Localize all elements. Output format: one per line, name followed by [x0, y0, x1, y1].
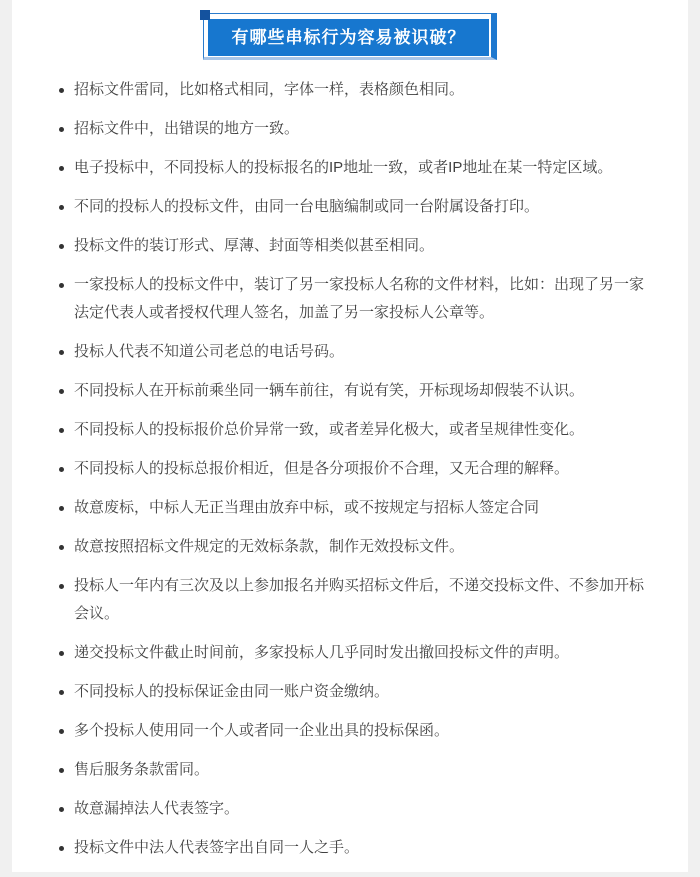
list-item: [57, 756, 658, 784]
list-item-text: 招标文件雷同，比如格式相同，字体一样，表格颜色相同。: [74, 81, 465, 98]
list-item-text: 招标文件中，出错误的地方一致。: [74, 120, 300, 137]
section-title-banner: [203, 0, 497, 60]
list-item-text: 一家投标人的投标文件中，装订了另一家投标人名称的文件材料，比如：出现了另一家法定代表人或者授权代理人签名，加盖了另一家投标人公章等。: [74, 276, 645, 321]
list-item-text: 不同投标人的投标报价总价异常一致，或者差异化极大，或者呈规律性变化。: [74, 421, 585, 438]
list-item-text: 不同的投标人的投标文件，由同一台电脑编制或同一台附属设备打印。: [74, 198, 540, 215]
list-item-text: 不同投标人的投标保证金由同一账户资金缴纳。: [74, 683, 390, 700]
banner-frame: [203, 13, 497, 60]
list-item: [57, 154, 658, 182]
bullet-icon: [59, 166, 64, 171]
list-item-text: 多个投标人使用同一个人或者同一企业出具的投标保函。: [74, 722, 450, 739]
list-item-text: 投标文件的装订形式、厚薄、封面等相类似甚至相同。: [74, 237, 435, 254]
list-item-text: 递交投标文件截止时间前，多家投标人几乎同时发出撤回投标文件的声明。: [74, 644, 570, 661]
bullet-icon: [59, 283, 64, 288]
bullet-icon: [59, 846, 64, 851]
list-item: [57, 193, 658, 221]
bullet-icon: [59, 244, 64, 249]
list-item: [57, 639, 658, 667]
page-title: 有哪些串标行为容易被识破？: [208, 19, 489, 56]
bullet-icon: [59, 651, 64, 656]
list-item: [57, 76, 658, 104]
bullet-icon: [59, 584, 64, 589]
list-item-text: 故意按照招标文件规定的无效标条款，制作无效投标文件。: [74, 538, 465, 555]
bullet-icon: [59, 729, 64, 734]
list-item-text: 投标文件中法人代表签字出自同一人之手。: [74, 839, 360, 856]
list-item: [57, 795, 658, 823]
list-item-text: 售后服务条款雷同。: [74, 761, 210, 778]
list-item: [57, 533, 658, 561]
list-item-text: 投标人代表不知道公司老总的电话号码。: [74, 343, 345, 360]
list-item: [57, 232, 658, 260]
list-item-text: 不同投标人的投标总报价相近，但是各分项报价不合理，又无合理的解释。: [74, 460, 570, 477]
bullet-icon: [59, 467, 64, 472]
list-item: [57, 115, 658, 143]
bullet-icon: [59, 127, 64, 132]
bullet-icon: [59, 205, 64, 210]
list-item: [57, 717, 658, 745]
list-item-text: 故意废标，中标人无正当理由放弃中标，或不按规定与招标人签定合同: [74, 499, 540, 516]
article-card: [12, 0, 688, 872]
bullet-icon: [59, 389, 64, 394]
bullet-icon: [59, 350, 64, 355]
list-item: [57, 678, 658, 706]
list-item-text: 电子投标中，不同投标人的投标报名的IP地址一致，或者IP地址在某一特定区域。: [74, 159, 613, 176]
bullet-list: [12, 76, 688, 862]
list-item: [57, 494, 658, 522]
list-item: [57, 271, 658, 327]
bullet-icon: [59, 690, 64, 695]
list-item: [57, 834, 658, 862]
list-item: [57, 377, 658, 405]
bullet-icon: [59, 506, 64, 511]
bullet-icon: [59, 428, 64, 433]
list-item-text: 投标人一年内有三次及以上参加报名并购买招标文件后，不递交投标文件、不参加开标会议。: [74, 577, 645, 622]
list-item-text: 故意漏掉法人代表签字。: [74, 800, 240, 817]
bullet-icon: [59, 88, 64, 93]
list-item-text: 不同投标人在开标前乘坐同一辆车前往，有说有笑，开标现场却假装不认识。: [74, 382, 585, 399]
list-item: [57, 572, 658, 628]
bullet-icon: [59, 768, 64, 773]
list-item: [57, 455, 658, 483]
bullet-icon: [59, 807, 64, 812]
list-item: [57, 416, 658, 444]
list-item: [57, 338, 658, 366]
banner-corner-square-icon: [200, 10, 210, 20]
bullet-icon: [59, 545, 64, 550]
